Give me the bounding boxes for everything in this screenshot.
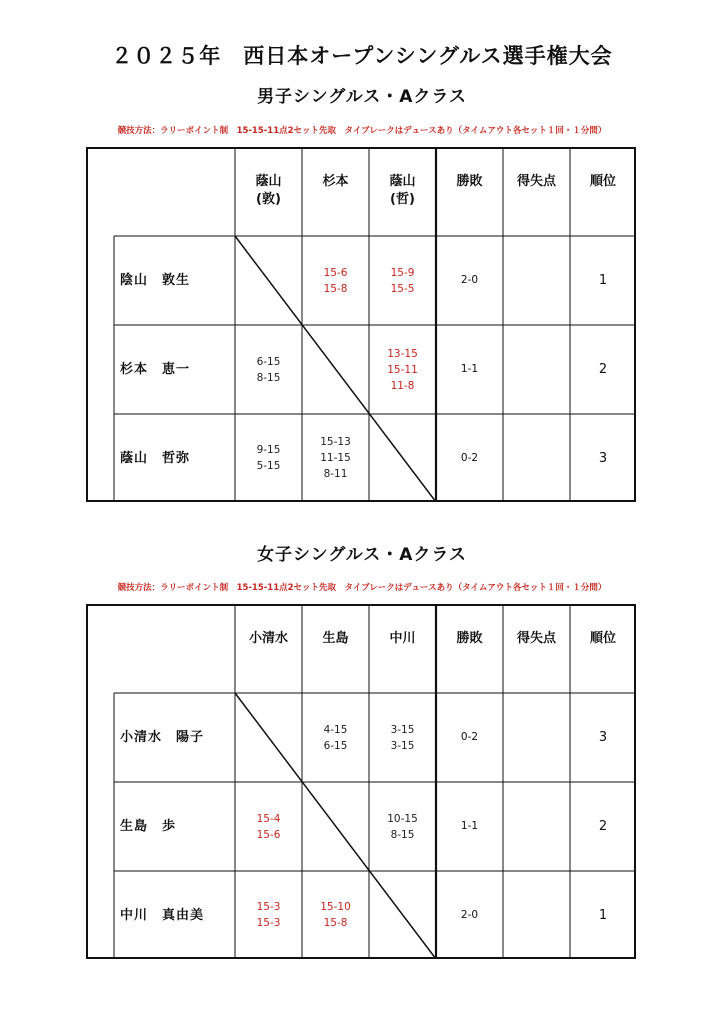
win-loss-record: 1-1 (460, 820, 479, 832)
column-header: 勝敗 (456, 174, 483, 189)
match-score (369, 236, 436, 325)
column-header: 蔭山 (哲) (389, 174, 416, 207)
set-score: 15-8 (323, 917, 348, 929)
set-score: 10-15 (387, 812, 418, 825)
set-score: 11-8 (390, 379, 415, 392)
points-difference (503, 236, 570, 325)
set-score: 9-15 (256, 444, 281, 456)
set-score: 15-6 (256, 828, 281, 841)
points-difference (503, 325, 570, 414)
match-score (369, 782, 436, 871)
player-name: 杉本 恵一 (120, 362, 191, 377)
results-table-men (86, 147, 636, 502)
rank-value: 2 (598, 819, 608, 834)
win-loss-record: 0-2 (460, 731, 479, 743)
set-score: 8-15 (256, 371, 281, 384)
match-score (369, 414, 436, 502)
set-score: 15-3 (256, 917, 281, 929)
set-score: 15-8 (323, 282, 348, 295)
column-header: 蔭山 (敦) (255, 174, 282, 207)
set-score: 15-11 (387, 363, 418, 376)
set-score: 13-15 (387, 347, 418, 360)
set-score: 15-13 (320, 436, 351, 448)
set-score: 8-15 (390, 828, 415, 841)
win-loss-record: 2-0 (460, 908, 479, 921)
results-table-women (86, 604, 636, 959)
set-score: 6-15 (256, 355, 281, 368)
set-score: 11-15 (320, 452, 351, 464)
match-score (235, 414, 302, 502)
rules-text-men: 競技方法：ラリーポイント制 15-15-11点2セット先取 タイブレークはデュースあり（タイムアウト各セット１回・１分間） (117, 126, 607, 136)
win-loss-record: 1-1 (460, 363, 479, 375)
column-header: 得失点 (516, 174, 556, 189)
column-header: 小清水 (248, 631, 288, 646)
match-score (235, 693, 302, 782)
win-loss-record: 2-0 (460, 274, 479, 286)
set-score: 8-11 (323, 468, 348, 480)
set-score: 15-9 (390, 266, 415, 279)
player-name: 生島 歩 (120, 819, 177, 834)
match-score (302, 782, 369, 871)
player-name: 陰山 敦生 (120, 273, 191, 288)
player-name: 蔭山 哲弥 (120, 450, 191, 466)
rules-text-women: 競技方法：ラリーポイント制 15-15-11点2セット先取 タイブレークはデュースあり（タイムアウト各セット１回・１分間） (117, 583, 607, 593)
rank-value: 3 (598, 450, 608, 466)
match-score (302, 236, 369, 325)
match-score (369, 871, 436, 959)
column-header: 勝敗 (456, 631, 483, 646)
rank-value: 3 (598, 730, 608, 745)
points-difference (503, 414, 570, 502)
rank-value: 1 (598, 273, 608, 288)
column-header: 順位 (589, 631, 616, 646)
points-difference (503, 782, 570, 871)
column-header: 順位 (589, 174, 616, 189)
player-name: 中川 真由美 (120, 907, 205, 923)
match-score (235, 236, 302, 325)
set-score: 3-15 (390, 723, 415, 736)
page-title: ２０２５年 西日本オープンシングルス選手権大会 (111, 44, 613, 68)
match-score (302, 414, 369, 502)
player-name: 小清水 陽子 (120, 730, 205, 745)
set-score: 4-15 (323, 723, 348, 736)
set-score: 6-15 (323, 739, 348, 752)
column-header: 生島 (322, 631, 349, 646)
set-score: 15-10 (320, 901, 351, 913)
set-score: 3-15 (390, 739, 415, 752)
win-loss-record: 0-2 (460, 451, 479, 464)
match-score (369, 693, 436, 782)
rank-value: 2 (598, 362, 608, 377)
set-score: 15-5 (390, 282, 415, 295)
column-header: 中川 (389, 631, 416, 646)
points-difference (503, 693, 570, 782)
match-score (235, 871, 302, 959)
match-score (369, 325, 436, 414)
points-difference (503, 871, 570, 959)
set-score: 15-6 (323, 266, 348, 279)
match-score (235, 782, 302, 871)
set-score: 15-3 (256, 901, 281, 913)
set-score: 15-4 (256, 812, 281, 825)
match-score (235, 325, 302, 414)
set-score: 5-15 (256, 460, 281, 472)
column-header: 得失点 (516, 631, 556, 646)
section-title-women: 女子シングルス・Aクラス (257, 545, 467, 565)
match-score (302, 325, 369, 414)
match-score (302, 693, 369, 782)
section-title-men: 男子シングルス・Aクラス (257, 87, 467, 107)
match-score (302, 871, 369, 959)
column-header: 杉本 (322, 174, 349, 189)
rank-value: 1 (598, 907, 608, 923)
